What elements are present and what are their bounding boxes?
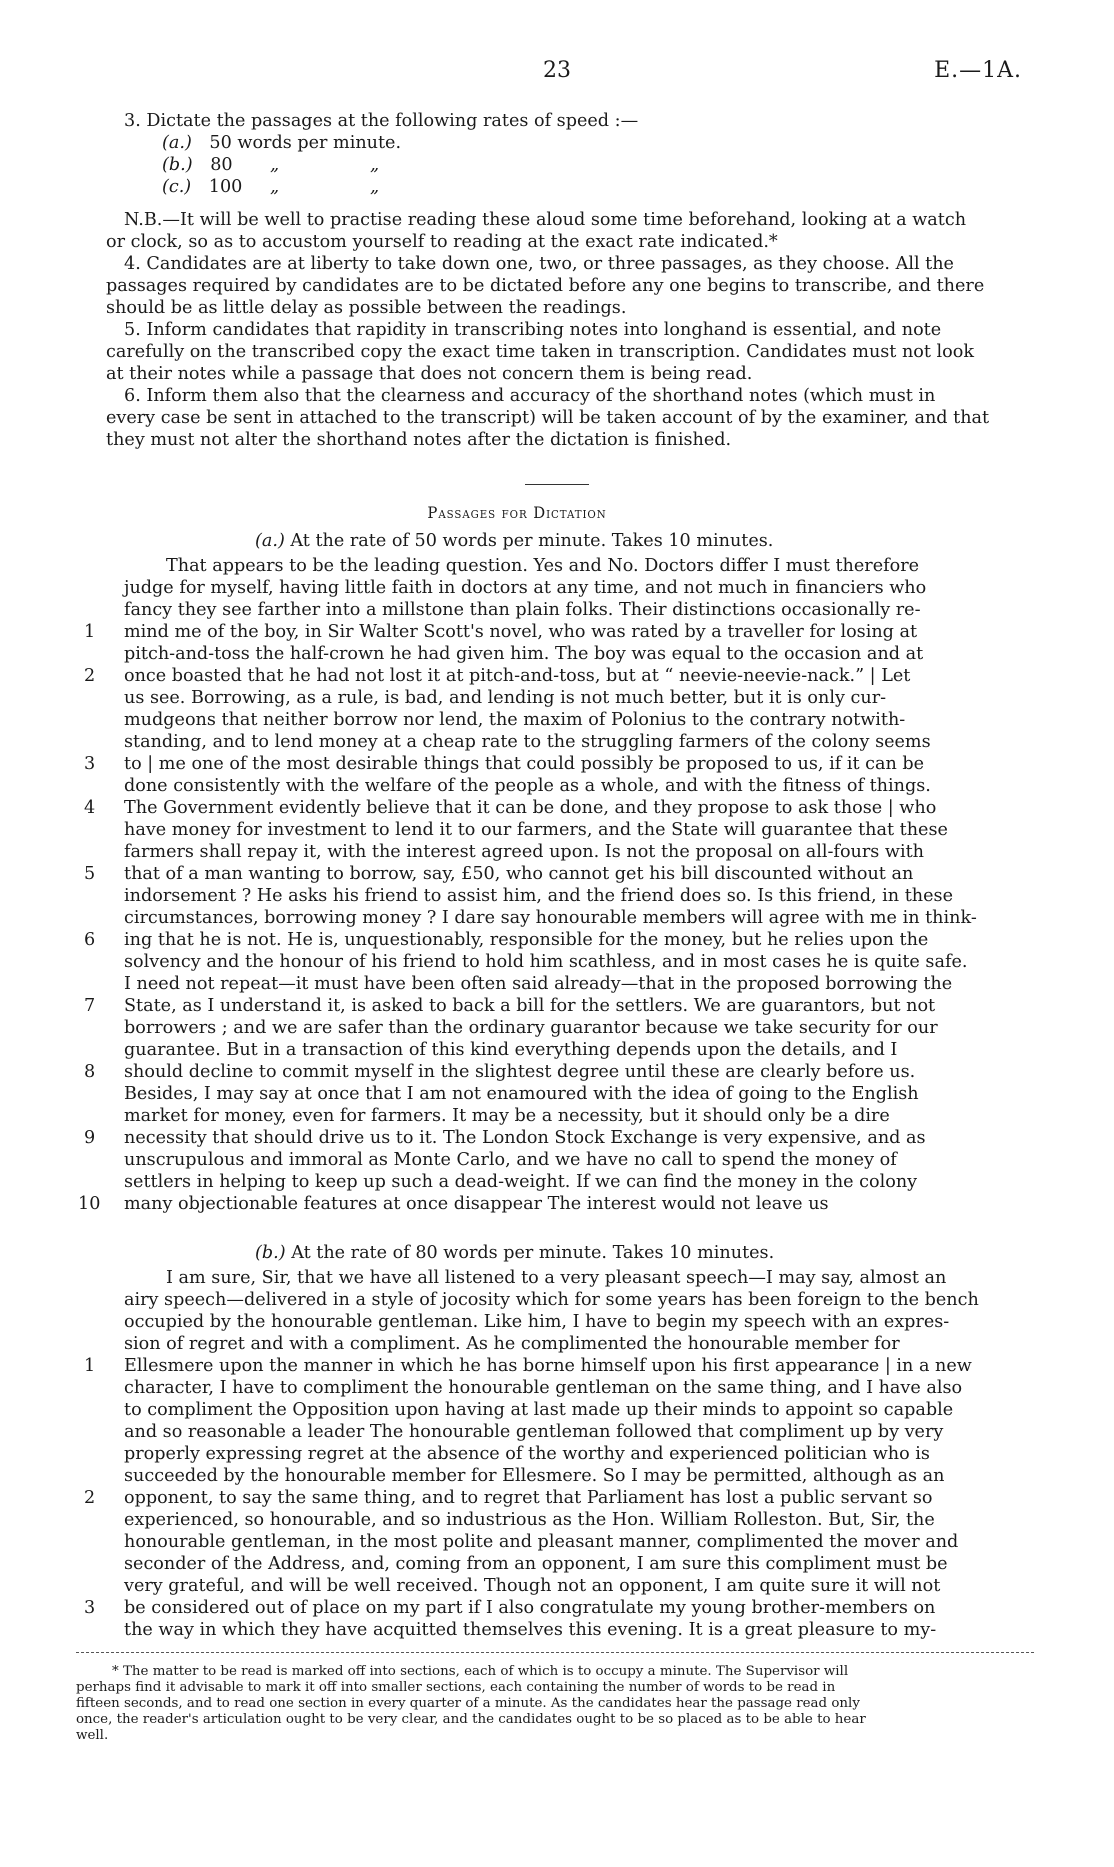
section-title: Passages for Dictation — [427, 503, 607, 522]
footnote-line: fifteen seconds, and to read one section in every quarter of a minute. As the candidates hear the passage read only — [76, 1696, 860, 1711]
passage-b-line: honourable gentleman, in the most polite and pleasant manner, complimented the mover and — [124, 1532, 959, 1552]
line-number: 1 — [84, 1356, 96, 1376]
passage-a-line: market for money, even for farmers. It may be a necessity, but it should only be a dire — [124, 1106, 890, 1126]
passage-a-line: borrowers ; and we are safer than the ordinary guarantor because we take security for our — [124, 1018, 938, 1038]
line-number: 8 — [84, 1062, 96, 1082]
passage-b-heading-text: At the rate of 80 words per minute. Takes 10 minutes. — [291, 1243, 775, 1263]
passage-a-line: settlers in helping to keep up such a dead-weight. If we can find the money in the colony — [124, 1172, 918, 1192]
instruction-line: 4. Candidates are at liberty to take down one, two, or three passages, as they choose. All the — [124, 254, 954, 274]
passage-b-line: character, I have to compliment the honourable gentleman on the same thing, and I have also — [124, 1378, 963, 1398]
instruction-3-intro: 3. Dictate the passages at the following rates of speed :— — [124, 111, 639, 131]
footnote-divider — [76, 1652, 1034, 1653]
passage-b-line: to compliment the Opposition upon having at last made up their minds to appoint so capable — [124, 1400, 954, 1420]
passage-a-line: once boasted that he had not lost it at pitch-and-toss, but at “ neevie-neevie-nack.” | Let — [124, 666, 911, 686]
passage-a-heading — [255, 530, 773, 552]
rate-b-label: (b.) — [162, 155, 193, 175]
footnote-line: once, the reader's articulation ought to be very clear, and the candidates ought to be so placed as to be able to hear — [76, 1712, 866, 1727]
passage-a-line: have money for investment to lend it to our farmers, and the State will guarantee that these — [124, 820, 948, 840]
passage-a-line: that of a man wanting to borrow, say, £50, who cannot get his bill discounted without an — [124, 864, 914, 884]
passage-b-line: succeeded by the honourable member for Ellesmere. So I may be permitted, although as an — [124, 1466, 945, 1486]
passage-b-line: the way in which they have acquitted themselves this evening. It is a great pleasure to my- — [124, 1620, 937, 1640]
passage-a-line: done consistently with the welfare of the people as a whole, and with the fitness of things. — [124, 776, 931, 796]
line-number: 10 — [78, 1194, 101, 1214]
passage-a-line: us see. Borrowing, as a rule, is bad, and lending is not much better, but it is only cur- — [124, 688, 887, 708]
passage-a-line: That appears to be the leading question. Yes and No. Doctors differ I must therefore — [166, 556, 920, 576]
line-number: 1 — [84, 622, 96, 642]
passage-a-line: indorsement ? He asks his friend to assist him, and the friend does so. Is this friend, in these — [124, 886, 953, 906]
passage-b-line: properly expressing regret at the absence of the worthy and experienced politician who is — [124, 1444, 930, 1464]
passage-b-line: seconder of the Address, and, coming from an opponent, I am sure this compliment must be — [124, 1554, 948, 1574]
passage-a-line: State, as I understand it, is asked to back a bill for the settlers. We are guarantors, but not — [124, 996, 936, 1016]
passage-a-line: I need not repeat—it must have been often said already—that in the proposed borrowing the — [124, 974, 953, 994]
rate-b-value: 80 — [210, 155, 233, 175]
footnote-line: well. — [76, 1728, 109, 1743]
page-number: 23 — [543, 58, 571, 83]
rate-b-ditto-1: „ — [270, 155, 280, 175]
passage-a-line: ing that he is not. He is, unquestionably, responsible for the money, but he relies upon the — [124, 930, 929, 950]
passage-a-line: mudgeons that neither borrow nor lend, the maxim of Polonius to the contrary notwith- — [124, 710, 906, 730]
passage-a-line: unscrupulous and immoral as Monte Carlo, and we have no call to spend the money of — [124, 1150, 897, 1170]
rate-c-label: (c.) — [162, 177, 192, 197]
instruction-line: every case be sent in attached to the transcript) will be taken account of by the examiner, and that — [106, 408, 990, 428]
rate-c — [162, 176, 380, 198]
passage-b-heading — [255, 1242, 774, 1264]
passage-a-line: fancy they see farther into a millstone than plain folks. Their distinctions occasionally re- — [124, 600, 921, 620]
rate-a-value: 50 words per minute. — [209, 133, 402, 153]
document-code: E.—1A. — [934, 58, 1022, 83]
passage-b-line: very grateful, and will be well received. Though not an opponent, I am quite sure it will not — [124, 1576, 941, 1596]
passage-a-label: (a.) — [255, 531, 285, 551]
line-number: 2 — [84, 1488, 96, 1508]
passage-b-line: I am sure, Sir, that we have all listened to a very pleasant speech—I may say, almost an — [166, 1268, 947, 1288]
rate-c-ditto-1: „ — [270, 177, 280, 197]
passage-b-line: experienced, so honourable, and so industrious as the Hon. William Rolleston. But, Sir, the — [124, 1510, 935, 1530]
passage-b-line: and so reasonable a leader The honourable gentleman followed that compliment up by very — [124, 1422, 944, 1442]
passage-b-line: be considered out of place on my part if I also congratulate my young brother-members on — [124, 1598, 936, 1618]
passage-a-line: necessity that should drive us to it. The London Stock Exchange is very expensive, and as — [124, 1128, 926, 1148]
passage-a-line: The Government evidently believe that it can be done, and they propose to ask those | who — [124, 798, 937, 818]
line-number: 7 — [84, 996, 96, 1016]
passage-a-line: pitch-and-toss the half-crown he had given him. The boy was equal to the occasion and at — [124, 644, 924, 664]
rate-a — [162, 132, 401, 154]
line-number: 6 — [84, 930, 96, 950]
line-number: 3 — [84, 1598, 96, 1618]
rate-c-ditto-2: „ — [370, 177, 380, 197]
passage-b-line: occupied by the honourable gentleman. Like him, I have to begin my speech with an expres- — [124, 1312, 950, 1332]
line-number: 2 — [84, 666, 96, 686]
instruction-line: at their notes while a passage that does not concern them is being read. — [106, 364, 753, 384]
passage-a-heading-text: At the rate of 50 words per minute. Takes 10 minutes. — [290, 531, 774, 551]
passage-a-line: solvency and the honour of his friend to hold him scathless, and in most cases he is quite safe. — [124, 952, 968, 972]
passage-a-line: mind me of the boy, in Sir Walter Scott's novel, who was rated by a traveller for losing at — [124, 622, 918, 642]
rate-c-value: 100 — [208, 177, 243, 197]
line-number: 9 — [84, 1128, 96, 1148]
passage-a-line: standing, and to lend money at a cheap rate to the struggling farmers of the colony seems — [124, 732, 931, 752]
section-divider — [525, 484, 589, 485]
rate-a-label: (a.) — [162, 133, 192, 153]
rate-b-ditto-2: „ — [370, 155, 380, 175]
instruction-line: or clock, so as to accustom yourself to reading at the exact rate indicated.* — [106, 232, 778, 252]
passage-b-line: airy speech—delivered in a style of jocosity which for some years has been foreign to the bench — [124, 1290, 979, 1310]
passage-a-line: Besides, I may say at once that I am not enamoured with the idea of going to the English — [124, 1084, 919, 1104]
instruction-line: 5. Inform candidates that rapidity in transcribing notes into longhand is essential, and note — [124, 320, 942, 340]
footnote-line: * The matter to be read is marked off into sections, each of which is to occupy a minute. The Supervisor will — [112, 1664, 849, 1679]
line-number: 5 — [84, 864, 96, 884]
footnote-line: perhaps find it advisable to mark it off into smaller sections, each containing the number of words to be read in — [76, 1680, 836, 1695]
passage-a-line: many objectionable features at once disappear The interest would not leave us — [124, 1194, 829, 1214]
rate-b — [162, 154, 380, 176]
instruction-line: passages required by candidates are to be dictated before any one begins to transcribe, and there — [106, 276, 985, 296]
line-number: 4 — [84, 798, 96, 818]
passage-a-line: circumstances, borrowing money ? I dare say honourable members will agree with me in think- — [124, 908, 977, 928]
passage-a-line: guarantee. But in a transaction of this kind everything depends upon the details, and I — [124, 1040, 898, 1060]
instruction-line: they must not alter the shorthand notes after the dictation is finished. — [106, 430, 732, 450]
passage-a-line: should decline to commit myself in the slightest degree until these are clearly before us. — [124, 1062, 916, 1082]
passage-b-line: opponent, to say the same thing, and to regret that Parliament has lost a public servant so — [124, 1488, 933, 1508]
passage-a-line: judge for myself, having little faith in doctors at any time, and not much in financiers who — [124, 578, 927, 598]
passage-a-line: to | me one of the most desirable things that could possibly be proposed to us, if it can be — [124, 754, 925, 774]
instruction-line: carefully on the transcribed copy the exact time taken in transcription. Candidates must not look — [106, 342, 975, 362]
instruction-line: N.B.—It will be well to practise reading these aloud some time beforehand, looking at a watch — [124, 210, 967, 230]
passage-b-line: Ellesmere upon the manner in which he has borne himself upon his first appearance | in a new — [124, 1356, 972, 1376]
passage-b-label: (b.) — [255, 1243, 286, 1263]
instruction-line: should be as little delay as possible between the readings. — [106, 298, 627, 318]
line-number: 3 — [84, 754, 96, 774]
passage-b-line: sion of regret and with a compliment. As he complimented the honourable member for — [124, 1334, 900, 1354]
passage-a-line: farmers shall repay it, with the interest agreed upon. Is not the proposal on all-fours with — [124, 842, 924, 862]
instruction-line: 6. Inform them also that the clearness and accuracy of the shorthand notes (which must in — [124, 386, 936, 406]
